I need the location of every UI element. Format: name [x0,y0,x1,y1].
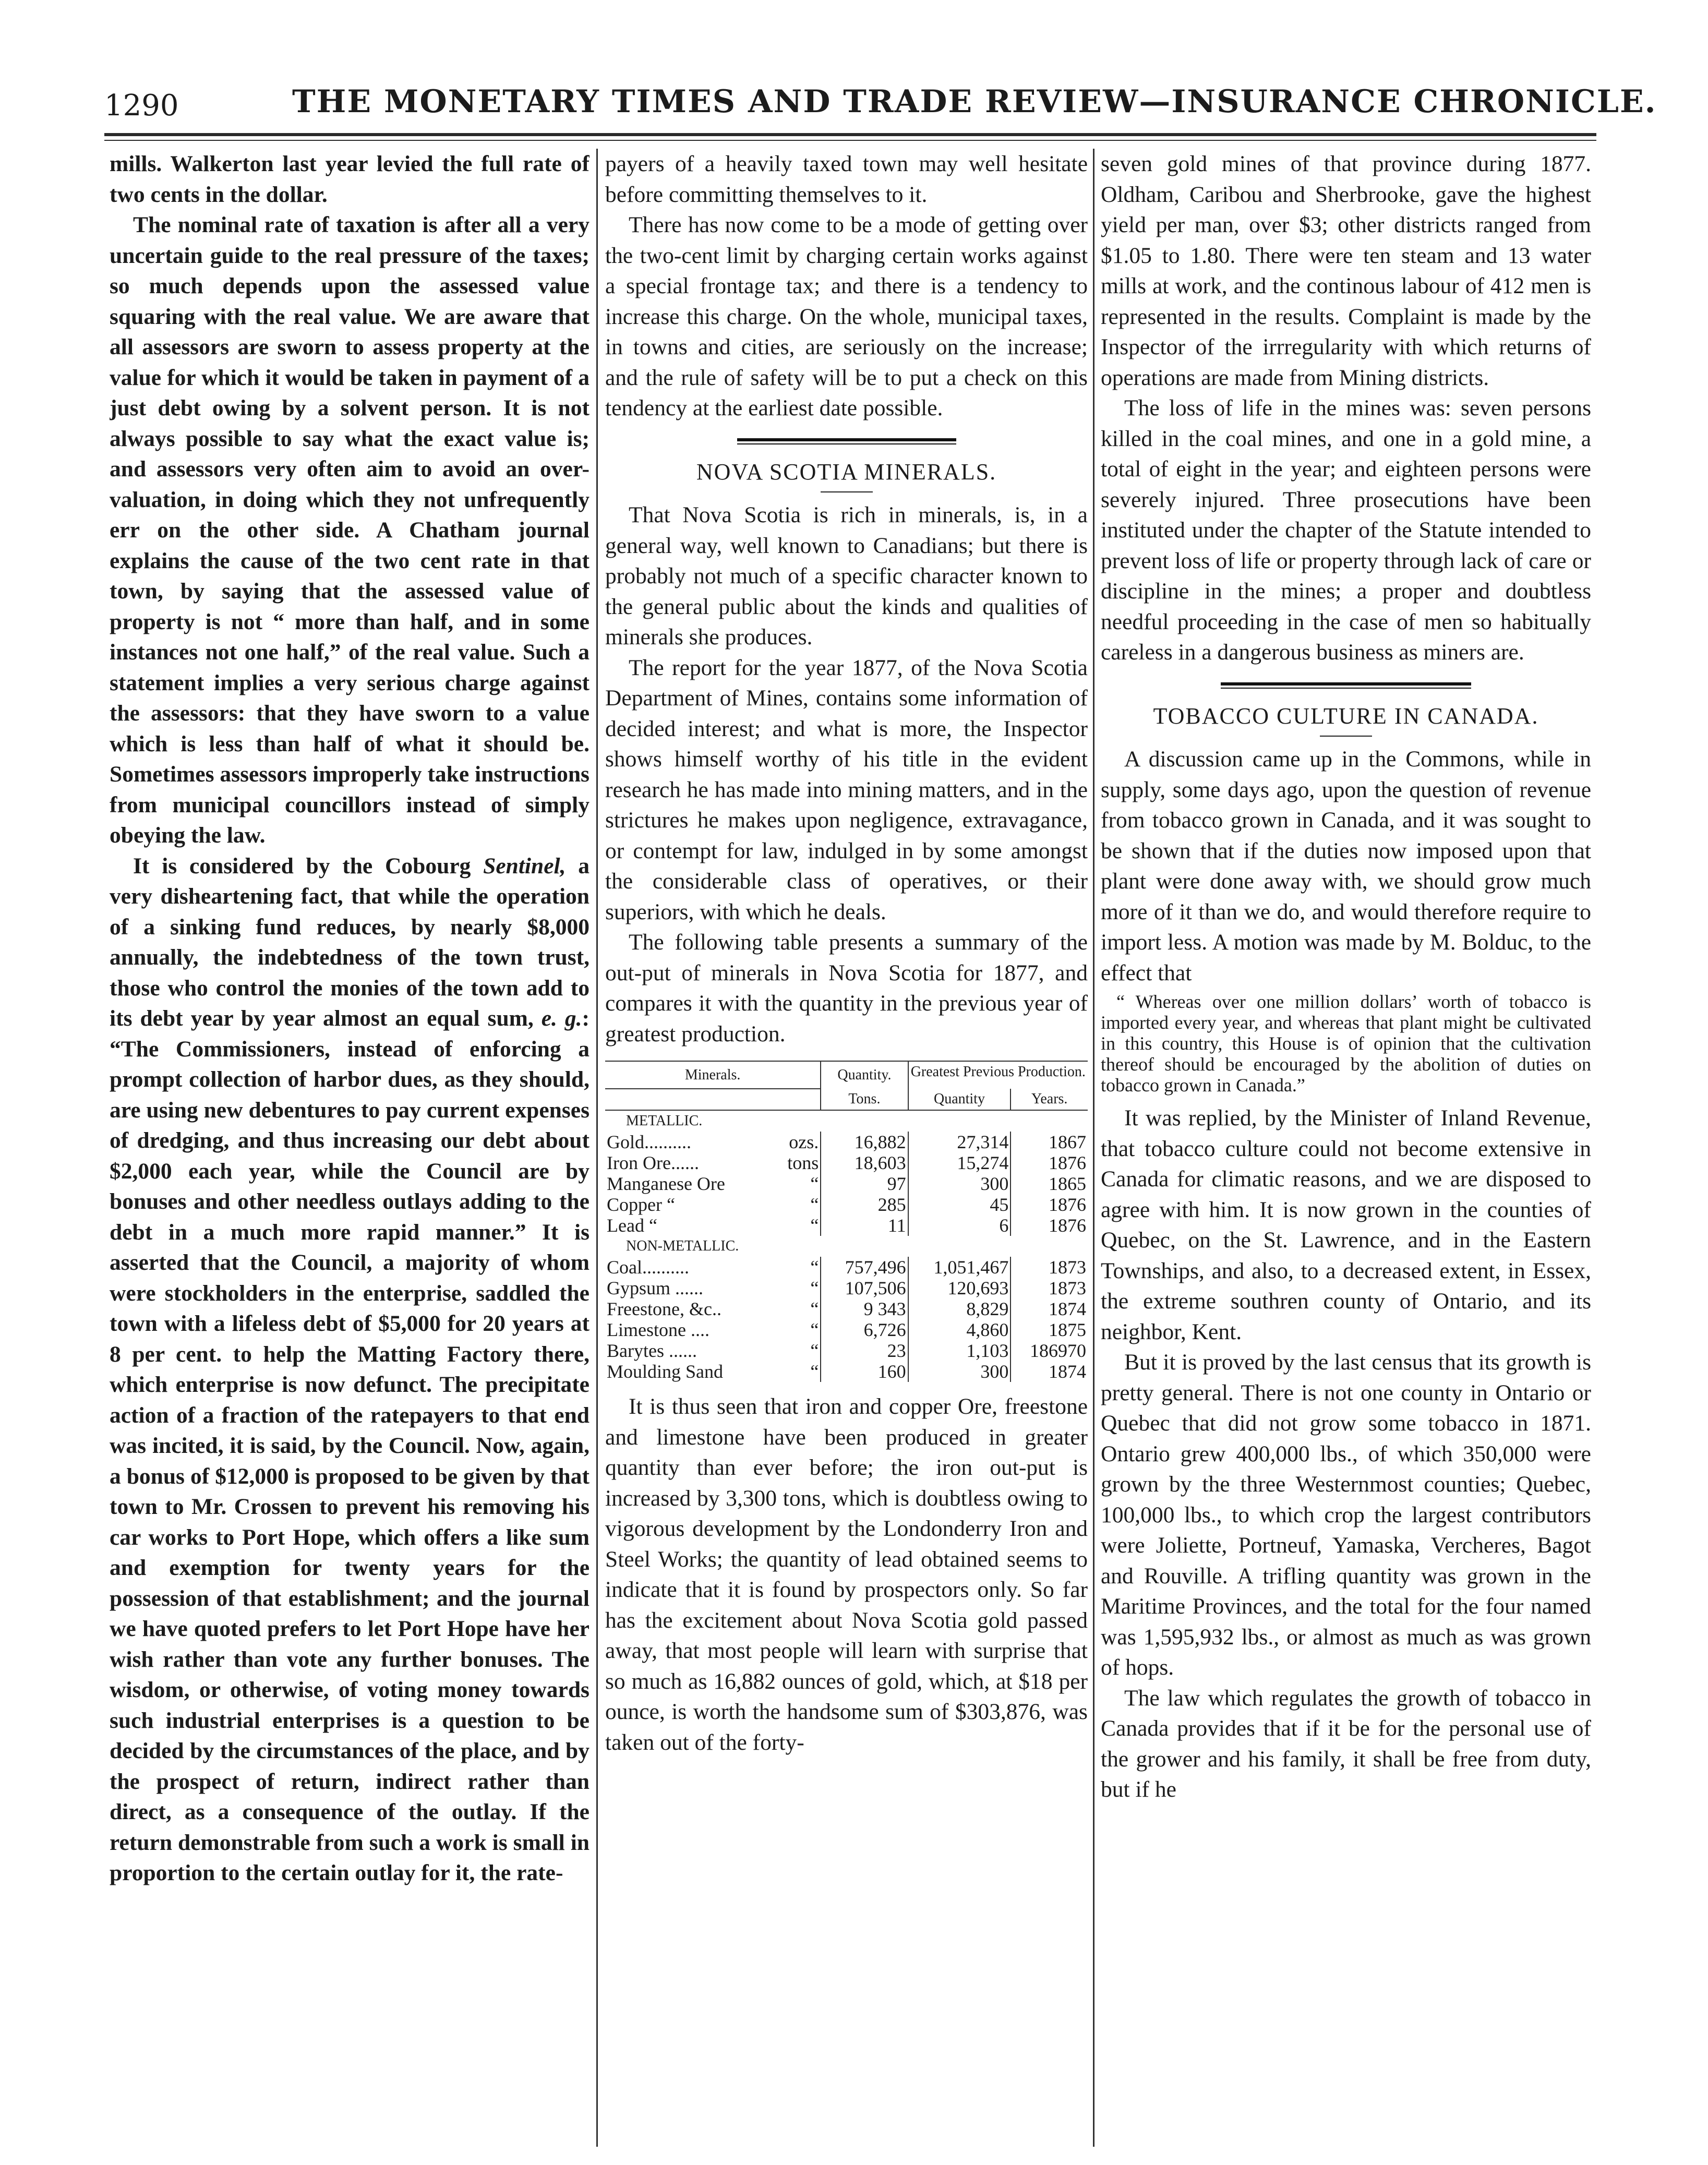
text-run: a very disheartening fact, that while the operation of a sinking fund reduces, by nearly $8,000 annually, the indebtedness of the town trust, those who control the monies of the town add to its debt year by year almost an equal sum, [110,853,590,1031]
previous-quantity: 6 [908,1215,1011,1236]
table-row [605,1361,1088,1382]
paragraph: A discussion came up in the Commons, while in supply, some days ago, upon the question of revenue from tobacco grown in Canada, and it was sought to be shown that if the duties now imposed upon that plant were done away with, we should grow much more of it than we do, and would therefore require to import less. A motion was made by M. Bolduc, to the effect that [1101,747,1591,985]
quantity-tons: 757,496 [821,1257,908,1278]
paragraph: The report for the year 1877, of the Nova Scotia Department of Mines, contains some information of decided interest; and what is more, the Inspector shows himself worthy of his title in the evident research he has made into mining matters, and in the strictures he makes upon negligence, extravagance, or contempt for law, indulged in by some amongst the considerable class of operatives, or their superiors, with which he deals. [605,655,1088,924]
table-row [605,1132,1088,1152]
paragraph: It is thus seen that iron and copper Ore, freestone and limestone have been produced in greater quantity than ever before; the iron out-put is increased by 3,300 tons, which is doubtless owing to vigorous development by the Londonderry Iron and Steel Works; the quantity of lead obtained seems to indicate that it is found by prospectors only. So far has the excitement about Nova Scotia gold passed away, that most people will learn with surprise that so much as 16,882 ounces of gold, which, at $18 per ounce, is worth the handsome sum of $303,876, was taken out of the forty- [605,1394,1088,1755]
paragraph: There has now come to be a mode of getting over the two-cent limit by charging certain works against a special frontage tax; and there is a tendency to increase this charge. On the whole, municipal taxes, in towns and cities, are seriously on the increase; and the rule of safety will be to put a check on this tendency at the earliest date possible. [605,212,1088,420]
previous-quantity: 1,051,467 [908,1257,1011,1278]
header-rule [104,133,1596,136]
quantity-tons: 285 [821,1194,908,1215]
table-row [605,1194,1088,1215]
quantity-tons: 97 [821,1173,908,1194]
table-row [605,1173,1088,1194]
quantity-tons: 9 343 [821,1298,908,1319]
paragraph: The loss of life in the mines was: seven persons killed in the coal mines, and one in a gold mine, a total of eight in the year; and eighteen persons were severely injured. Three prosecutions have been instituted under the chapter of the Statute intended to prevent loss of life or property through lack of care or discipline in the mines; a proper and doubtless needful proceeding in the case of men so habitually careless in a dangerous business as miners are. [1101,395,1591,665]
mineral-unit: “ [810,1340,819,1361]
table-row [605,1215,1088,1236]
mineral-label: Moulding Sand [607,1361,724,1382]
mineral-unit: ozs. [789,1132,819,1152]
previous-year: 1875 [1011,1319,1088,1340]
previous-year: 1876 [1011,1152,1088,1173]
table-row [605,1152,1088,1173]
previous-year: 1865 [1011,1173,1088,1194]
column-1 [110,149,590,2147]
paragraph: It was replied, by the Minister of Inland Revenue, that tobacco culture could not become extensive in Canada for climatic reasons, and we are disposed to agree with him. It is now grown in the counties of Quebec, on the St. Lawrence, and in the Eastern Townships, and also, to a decreased extent, in Essex, the extreme southren county of Ontario, and its neighbor, Kent. [1101,1105,1591,1344]
mineral-unit: “ [810,1194,819,1215]
paragraph: The law which regulates the growth of tobacco in Canada provides that if it be for the personal use of the grower and his family, it shall be free from duty, but if he [1101,1685,1591,1802]
mineral-name [605,1257,821,1278]
masthead-title: THE MONETARY TIMES AND TRADE REVIEW—INSURANCE CHRONICLE. [292,83,1657,120]
mineral-name [605,1319,821,1340]
mineral-name [605,1340,821,1361]
mineral-label: Barytes ...... [607,1340,697,1361]
column-3 [1101,149,1591,2147]
paragraph: seven gold mines of that province during 1877. Oldham, Caribou and Sherbrooke, gave the highest yield per man, over $3; other districts ranged from $1.05 to 1.80. There were ten steam and 13 water mills at work, and the continous labour of 412 men is represented in the results. Complaint is made by the Inspector of the irrregularity with which returns of operations are made from Mining districts. [1101,151,1591,390]
newspaper-name: Sentinel, [483,853,566,879]
previous-quantity: 45 [908,1194,1011,1215]
text-run: : “The Commissioners, instead of enforcing a prompt collection of harbor dues, as they should, are using new debentures to pay current expenses of dredging, and thus increasing our debt about $2,000 each year, while the Council are by bonuses and other needless outlays adding to the debt in a much more rapid manner.” It is asserted that the Council, a majority of whom were stockholders in the enterprise, saddled the town with a lifeless debt of $5,000 for 20 years at 8 per cent. to help the Matting Factory there, which enterprise is now defunct. The precipitate action of a fraction of the ratepayers to that end was incited, it is said, by the Council. Now, again, a bonus of $12,000 is proposed to be given by that town to Mr. Crossen to prevent his removing his car works to Port Hope, which offers a like sum and exemption for twenty years for the possession of that establishment; and the journal we have quoted prefers to let Port Hope have her wish rather than vote any further bonuses. The wisdom, or otherwise, of voting money towards such industrial enterprises is a question to be decided by the circumstances of the place, and by the prospect of return, indirect rather than direct, as a consequence of the outlay. If the return demonstrable from such a work is small in proportion to the certain outlay for it, the rate- [110,1006,590,1885]
title-dash [821,491,873,492]
mineral-name [605,1194,821,1215]
abbreviation: e. g. [541,1006,582,1031]
section-title-tobacco: TOBACCO CULTURE IN CANADA. [1153,703,1539,729]
mineral-unit: “ [810,1215,819,1236]
mineral-unit: “ [810,1257,819,1278]
mineral-label: Coal.......... [607,1257,689,1278]
category-metallic: METALLIC. [626,1113,703,1129]
table-row [605,1340,1088,1361]
previous-year: 186970 [1011,1340,1088,1361]
mineral-name [605,1132,821,1152]
category-nonmetallic: NON-METALLIC. [626,1238,739,1254]
column-2 [605,149,1088,2147]
header-tons: Tons. [821,1089,908,1110]
table-row [605,1298,1088,1319]
previous-quantity: 300 [908,1361,1011,1382]
mineral-label: Freestone, &c.. [607,1298,721,1319]
previous-year: 1873 [1011,1257,1088,1278]
header-rule-thin [104,140,1596,141]
header-greatest-previous: Greatest Previous Production. [908,1061,1088,1082]
page-header [104,83,1657,141]
mineral-label: Lead “ [607,1215,657,1236]
quantity-tons: 107,506 [821,1278,908,1298]
previous-year: 1867 [1011,1132,1088,1152]
quantity-tons: 6,726 [821,1319,908,1340]
mineral-label: Manganese Ore [607,1173,725,1194]
paragraph: mills. Walkerton last year levied the full rate of two cents in the dollar. [110,151,590,207]
quoted-motion: “ Whereas over one million dollars’ worth of tobacco is imported every year, and whereas that plant might be cultivated in this country, this House is of opinion that the cultivation thereof should be encouraged by the abolition of duties on tobacco grown in Canada.” [1101,991,1591,1096]
mineral-name [605,1173,821,1194]
mineral-label: Limestone .... [607,1319,709,1340]
section-ornament [1221,682,1471,691]
mineral-label: Iron Ore...... [607,1152,699,1173]
mineral-label: Copper “ [607,1194,675,1215]
paragraph: That Nova Scotia is rich in minerals, is, in a general way, well known to Canadians; but there is probably not much of a specific character known to the general public about the kinds and qualities of minerals she produces. [605,502,1088,650]
header-minerals: Minerals. [605,1061,821,1089]
header-years: Years. [1011,1089,1088,1110]
paragraph: But it is proved by the last census that its growth is pretty general. There is not one county in Ontario or Quebec that did not grow some tobacco in 1871. Ontario grew 400,000 lbs., of which 350,000 were grown by the three Westernmost counties; Quebec, 100,000 lbs., to which crop the largest contributors were Joliette, Portneuf, Yamaska, Vercheres, Bagot and Rouville. A trifling quantity was grown in the Maritime Provinces, and the total for the four named was 1,595,932 lbs., or almost as much as was grown of hops. [1101,1350,1591,1680]
header-quantity-prev: Quantity [908,1089,1011,1110]
previous-quantity: 8,829 [908,1298,1011,1319]
mineral-label: Gold.......... [607,1132,691,1152]
mineral-name [605,1361,821,1382]
mineral-name [605,1152,821,1173]
column-divider-2 [1093,149,1094,2147]
previous-year: 1873 [1011,1278,1088,1298]
mineral-unit: “ [810,1278,819,1298]
table-row [605,1319,1088,1340]
paragraph: The following table presents a summary of the out-put of minerals in Nova Scotia for 1877, and compares it with the quantity in the previous year of greatest production. [605,930,1088,1047]
previous-quantity: 1,103 [908,1340,1011,1361]
column-divider-1 [596,149,598,2147]
text-run: It is considered by the Cobourg [133,853,484,879]
paragraph: The nominal rate of taxation is after all a very uncertain guide to the real pressure of the taxes; so much depends upon the assessed value squaring with the real value. We are aware that all assessors are sworn to assess property at the value for which it would be taken in payment of a just debt owing by a solvent person. It is not always possible to say what the exact value is; and assessors very often aim to avoid an over-valuation, in doing which they not unfrequently err on the other side. A Chatham journal explains the cause of the two cent rate in that town, by saying that the assessed value of property is not “ more than half, and in some instances not one half,” of the real value. Such a statement implies a very serious charge against the assessors: that they have sworn to a value which is less than half of what it should be. Sometimes assessors improperly take instructions from municipal councillors instead of simply obeying the law. [110,212,590,848]
minerals-table [605,1061,1088,1382]
quantity-tons: 160 [821,1361,908,1382]
mineral-unit: “ [810,1319,819,1340]
mineral-unit: “ [810,1173,819,1194]
mineral-label: Gypsum ...... [607,1278,704,1298]
previous-year: 1876 [1011,1194,1088,1215]
section-ornament [737,438,956,447]
mineral-name [605,1298,821,1319]
paragraph: payers of a heavily taxed town may well hesitate before committing themselves to it. [605,151,1088,207]
page-number: 1290 [104,89,179,123]
section-title-nova-scotia: NOVA SCOTIA MINERALS. [696,459,997,485]
mineral-unit: tons [787,1152,819,1173]
quantity-tons: 11 [821,1215,908,1236]
header-quantity: Quantity. [821,1061,908,1089]
mineral-unit: “ [810,1298,819,1319]
quantity-tons: 16,882 [821,1132,908,1152]
previous-quantity: 120,693 [908,1278,1011,1298]
previous-quantity: 4,860 [908,1319,1011,1340]
previous-year: 1874 [1011,1361,1088,1382]
previous-year: 1876 [1011,1215,1088,1236]
paragraph [110,851,590,1889]
quantity-tons: 23 [821,1340,908,1361]
table-row [605,1257,1088,1278]
mineral-name [605,1278,821,1298]
mineral-name [605,1215,821,1236]
previous-year: 1874 [1011,1298,1088,1319]
previous-quantity: 300 [908,1173,1011,1194]
table-row [605,1278,1088,1298]
previous-quantity: 15,274 [908,1152,1011,1173]
quantity-tons: 18,603 [821,1152,908,1173]
mineral-unit: “ [810,1361,819,1382]
title-dash [1320,736,1372,737]
previous-quantity: 27,314 [908,1132,1011,1152]
